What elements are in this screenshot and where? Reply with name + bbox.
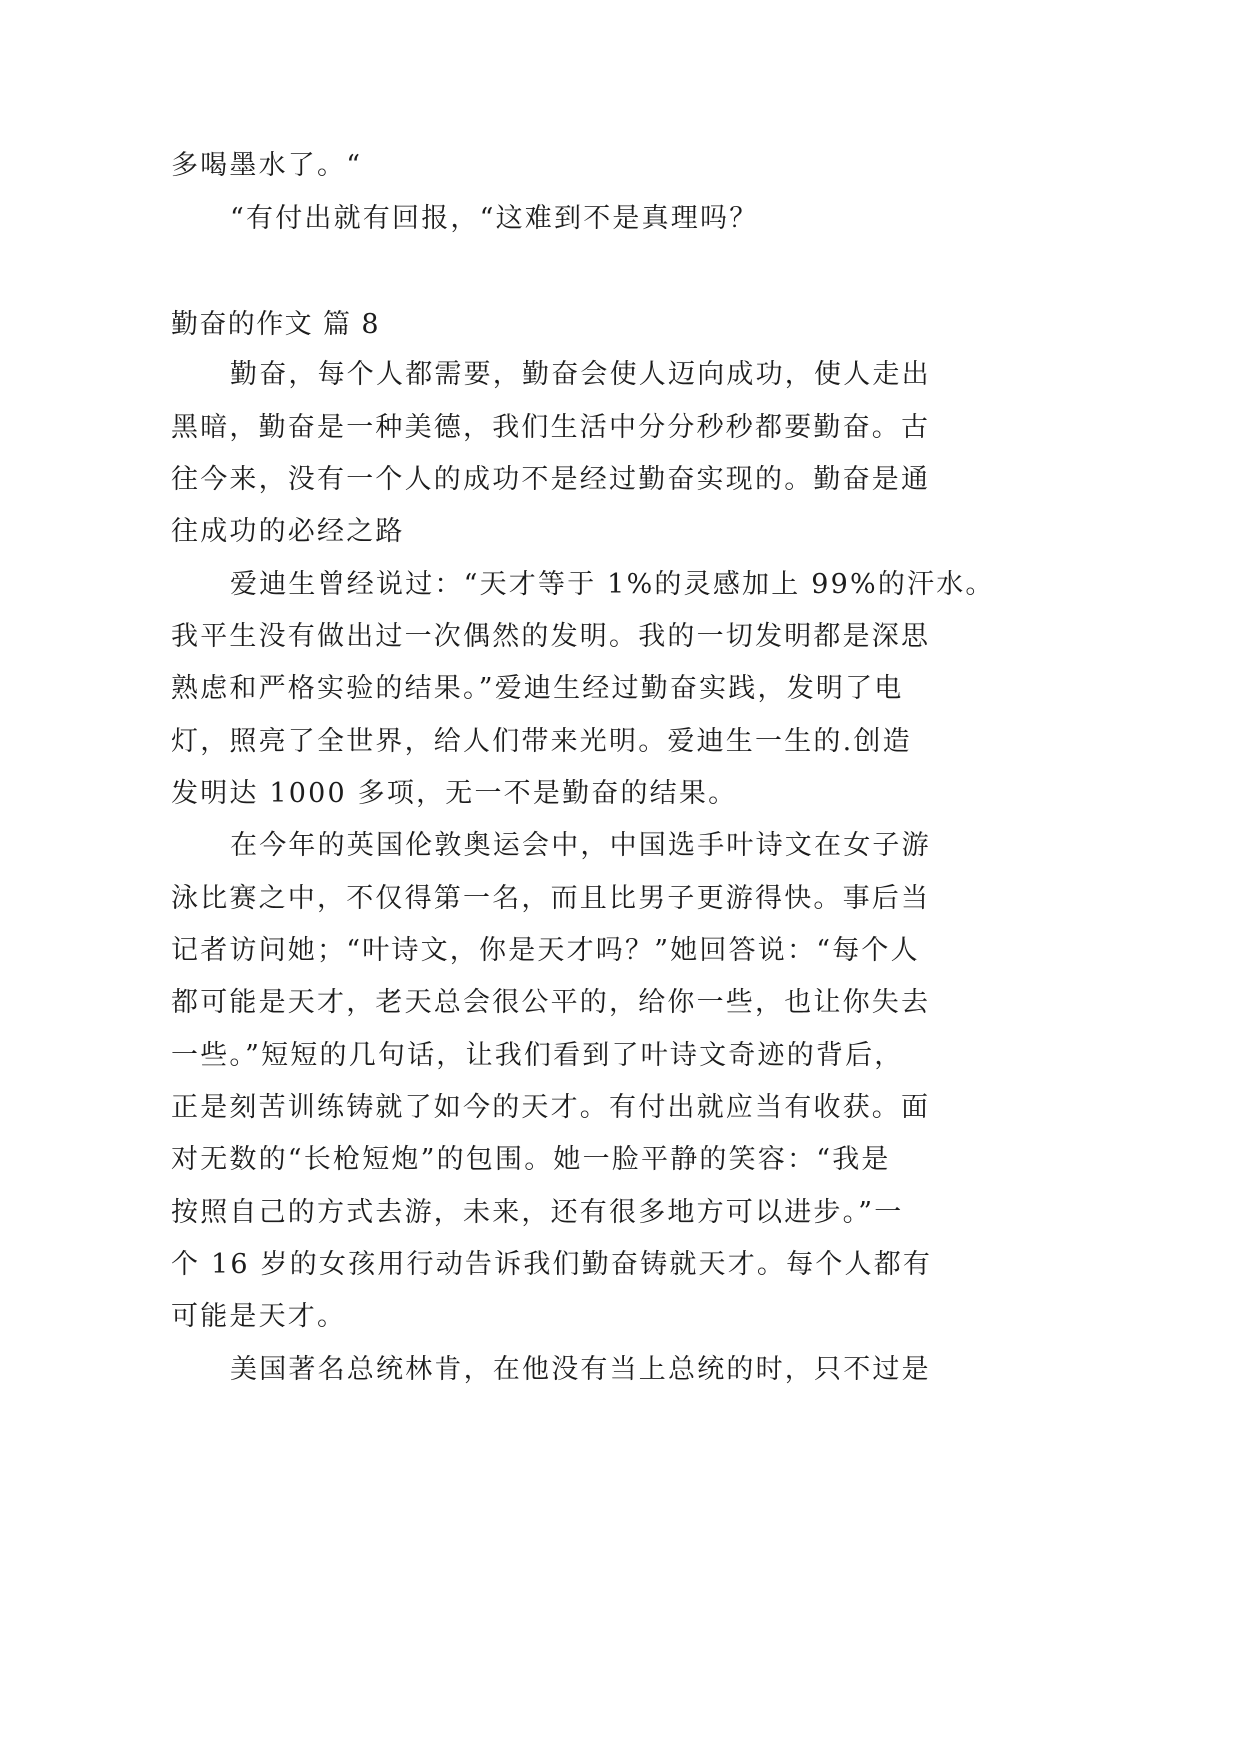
paragraph-line: 对无数的“长枪短炮”的包围。她一脸平静的笑容：“我是 [171,1144,891,1175]
paragraph-line: 个 16 岁的女孩用行动告诉我们勤奋铸就天才。每个人都有 [171,1249,933,1280]
paragraph-line: 正是刻苦训练铸就了如今的天才。有付出就应当有收获。面 [171,1092,931,1123]
paragraph-line: “有付出就有回报，“这难到不是真理吗？ [230,203,759,234]
paragraph-line: 按照自己的方式去游，未来，还有很多地方可以进步。”一 [171,1197,904,1228]
section-heading: 勤奋的作文 篇 8 [171,309,380,340]
paragraph-line: 爱迪生曾经说过：“天才等于 1%的灵感加上 99%的汗水。 [230,569,995,600]
paragraph-line: 美国著名总统林肯，在他没有当上总统的时，只不过是 [230,1354,931,1385]
paragraph-line: 往成功的必经之路 [171,516,405,547]
paragraph-line: 黑暗，勤奋是一种美德，我们生活中分分秒秒都要勤奋。古 [171,412,931,443]
paragraph-line: 都可能是天才，老天总会很公平的，给你一些，也让你失去 [171,987,931,1018]
paragraph-line: 灯，照亮了全世界，给人们带来光明。爱迪生一生的.创造 [171,726,912,757]
paragraph-line: 泳比赛之中，不仅得第一名，而且比男子更游得快。事后当 [171,883,931,914]
paragraph-line: 一些。”短短的几句话，让我们看到了叶诗文奇迹的背后， [171,1040,904,1071]
paragraph-line: 多喝墨水了。“ [171,150,363,181]
paragraph-line: 可能是天才。 [171,1301,347,1332]
paragraph-line: 我平生没有做出过一次偶然的发明。我的一切发明都是深思 [171,621,931,652]
paragraph-line: 勤奋，每个人都需要，勤奋会使人迈向成功，使人走出 [230,359,931,390]
paragraph-line: 记者访问她；“叶诗文，你是天才吗？”她回答说：“每个人 [171,935,920,966]
paragraph-line: 熟虑和严格实验的结果。”爱迪生经过勤奋实践，发明了电 [171,673,904,704]
paragraph-line: 在今年的英国伦敦奥运会中，中国选手叶诗文在女子游 [230,830,931,861]
paragraph-line: 发明达 1000 多项，无一不是勤奋的结果。 [171,778,738,809]
paragraph-line: 往今来，没有一个人的成功不是经过勤奋实现的。勤奋是通 [171,464,931,495]
